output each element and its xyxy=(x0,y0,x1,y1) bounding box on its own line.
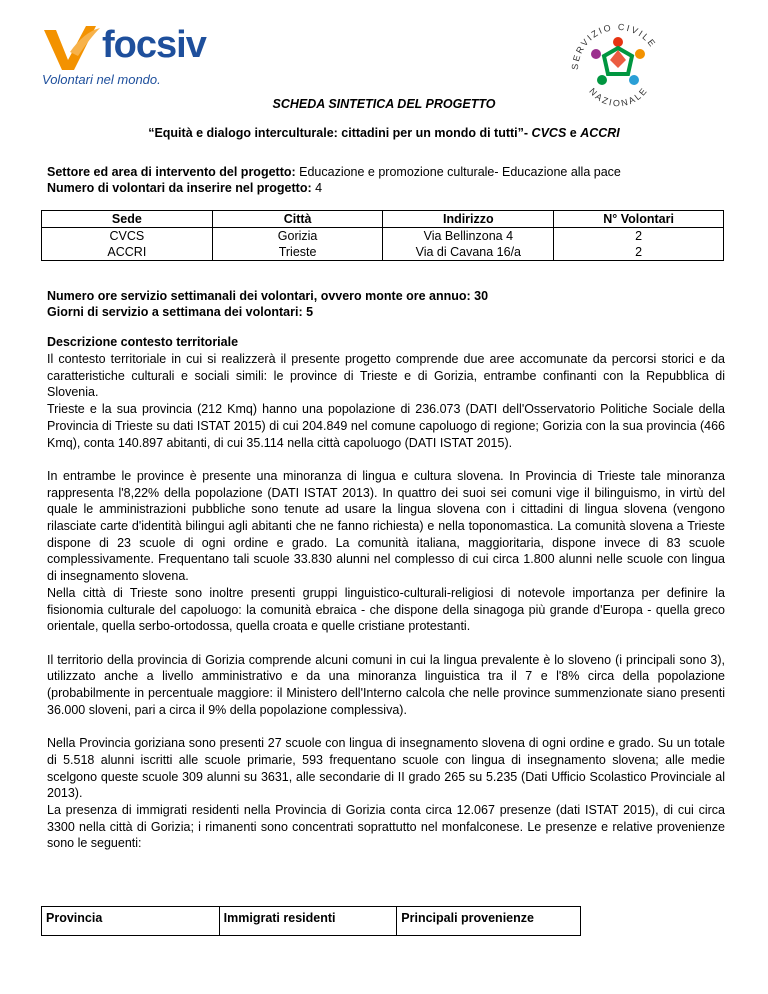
paragraph: Nella Provincia goriziana sono presenti 27 scuole con lingua di insegnamento slovena di ogni ordine e grado. Su un totale di 5.518 alunni iscritti alle scuole primarie, 593 frequentano scuole con lingua di insegnamento slovena; alle medie scelgono queste scuole 309 alunni su 3631, alle secondarie di II grado 265 su 5.235 (Dati Ufficio Scolastico Provinciale al 2013). xyxy=(47,736,725,801)
cell: Trieste xyxy=(212,244,383,261)
col-sede: Sede xyxy=(42,211,213,228)
cell: Gorizia xyxy=(212,228,383,245)
cell: CVCS xyxy=(42,228,213,245)
focsiv-logo xyxy=(40,22,220,92)
paragraph: Nella città di Trieste sono inoltre presenti gruppi linguistico-culturali-religiosi di notevole importanza per definire la fisionomia culturale del capoluogo: la comunità ebraica - che dispone della sinagoga più grande d'Europa - quella greco orientale, quella serbo-ortodossa, quella croata e quelle cristiane protestanti. xyxy=(47,585,725,634)
focsiv-v-icon xyxy=(40,22,104,74)
focsiv-tagline: Volontari nel mondo. xyxy=(42,72,161,87)
provenienze-table xyxy=(41,906,581,936)
document-title: SCHEDA SINTETICA DEL PROGETTO xyxy=(272,97,496,111)
cell: Via Bellinzona 4 xyxy=(383,228,554,245)
cell: ACCRI xyxy=(42,244,213,261)
col-provenienze: Principali provenienze xyxy=(397,907,581,936)
svg-text:NAZIONALE: NAZIONALE xyxy=(587,84,650,109)
paragraph: In entrambe le province è presente una minoranza di lingua e cultura slovena. In Provincia di Trieste tale minoranza rappresenta l'8,22% della popolazione (DATI ISTAT 2013). In quattro dei suoi sei comuni vige il bilinguismo, in virtù del quale le amministrazioni pubbliche sono tenute ad usare la lingua slovena con i cittadini di lingua slovena (vengono rilasciate carte d'identità bilingui agli abitanti che ne fanno richiesta) e nella toponomastica. La comunità slovena a Trieste dispone di 23 scuole di ogni ordine e grado. La comunità italiana, maggioritaria, dispone invece di 83 scuole complessivamente. Frequentano tali scuole 33.830 alunni nel complesso di cui circa 1.800 alunni nelle scuole con lingua di insegnamento slovena. xyxy=(47,468,725,584)
col-immigrati: Immigrati residenti xyxy=(219,907,397,936)
giorni-line: Giorni di servizio a settimana dei volontari: 5 xyxy=(47,305,314,319)
contesto-body xyxy=(47,351,725,852)
table-row xyxy=(42,244,724,261)
project-title: “Equità e dialogo interculturale: cittadini per un mondo di tutti”- CVCS e ACCRI xyxy=(148,126,620,140)
cell: Via di Cavana 16/a xyxy=(383,244,554,261)
col-provincia: Provincia xyxy=(42,907,220,936)
table-header-row xyxy=(42,211,724,228)
col-citta: Città xyxy=(212,211,383,228)
sedi-table xyxy=(41,210,724,261)
cell: 2 xyxy=(554,228,724,245)
ore-line: Numero ore servizio settimanali dei volontari, ovvero monte ore annuo: 30 xyxy=(47,289,489,303)
col-volontari: N° Volontari xyxy=(554,211,724,228)
paragraph: Trieste e la sua provincia (212 Kmq) hanno una popolazione di 236.073 (DATI dell'Osservatorio Politiche Sociale della Provincia di Trieste su dati ISTAT 2015) di cui 204.849 nel comune capoluogo di regione; Gorizia con la sua provincia (466 Kmq), conta 140.897 abitanti, di cui 35.114 nella città capoluogo (DATI ISTAT 2015). xyxy=(47,402,725,450)
svg-text:SERVIZIO CIVILE: SERVIZIO CIVILE xyxy=(569,21,659,71)
table-header-row xyxy=(42,907,581,936)
paragraph: Il territorio della provincia di Gorizia comprende alcuni comuni in cui la lingua prevalente è lo sloveno (i principali sono 3), utilizzato anche a livello amministrativo e da una minoranza linguistica tra il 7 e l'8% circa della popolazione (probabilmente in percentuale maggiore: il Ministero dell'Interno calcola che nelle province summenzionate siano presenti 36.000 sloveni, pari a circa il 9% della popolazione complessiva). xyxy=(47,652,725,717)
paragraph: La presenza di immigrati residenti nella Provincia di Gorizia conta circa 12.067 presenze (dati ISTAT 2015), di cui circa 3300 nella città di Gorizia; i rimanenti sono concentrati soprattutto nel monfalconese. Le presenze e relative provenienze sono le seguenti: xyxy=(47,802,725,851)
volontari-line: Numero di volontari da inserire nel progetto: 4 xyxy=(47,181,323,195)
cell: 2 xyxy=(554,244,724,261)
col-indirizzo: Indirizzo xyxy=(383,211,554,228)
table-row xyxy=(42,228,724,245)
focsiv-brand: focsiv xyxy=(102,24,206,66)
contesto-heading: Descrizione contesto territoriale xyxy=(47,335,239,349)
paragraph: Il contesto territoriale in cui si realizzerà il presente progetto comprende due aree accomunate da percorsi storici e da caratteristiche culturali e sociali simili: le province di Trieste e di Gorizia, entrambe confinanti con la Repubblica di Slovenia. xyxy=(47,352,725,400)
settore-line: Settore ed area di intervento del progetto: Educazione e promozione culturale- Educazione alla pace xyxy=(47,165,621,179)
